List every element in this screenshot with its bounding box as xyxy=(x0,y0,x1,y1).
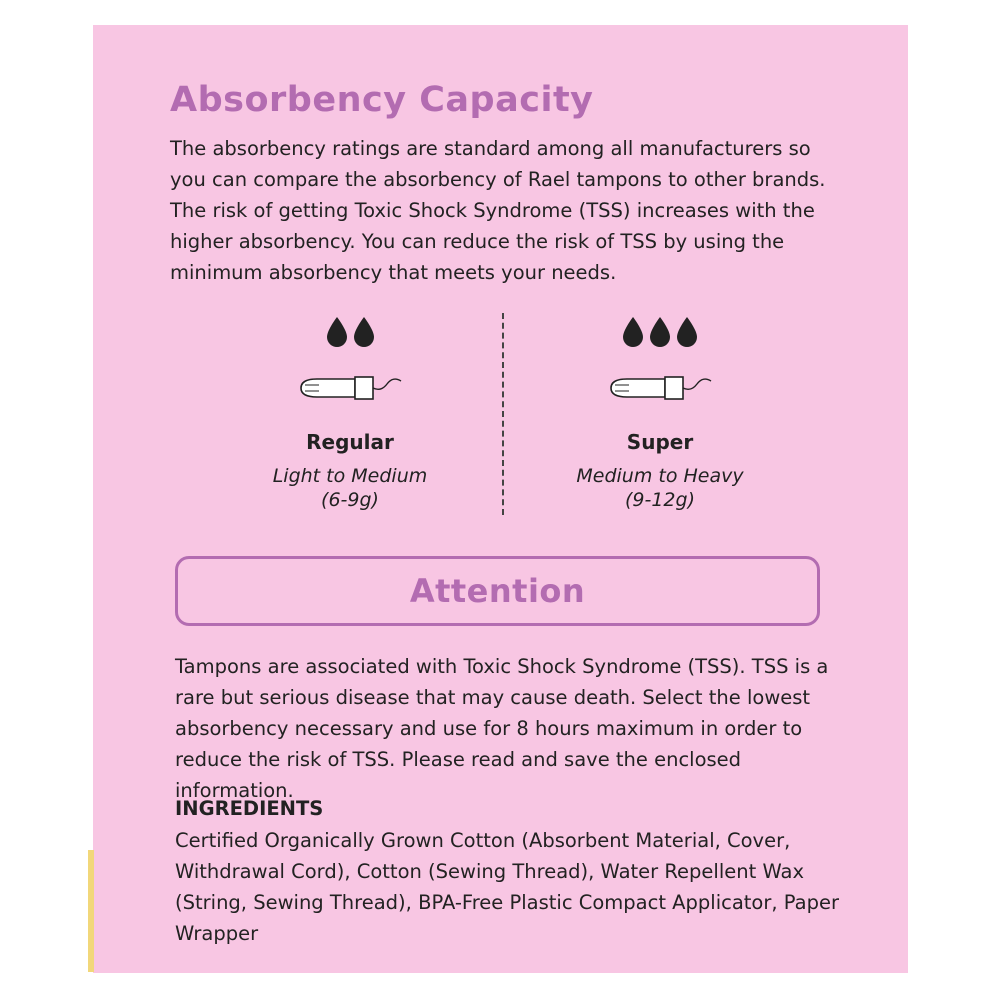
tampon-icon xyxy=(530,372,790,412)
drop-icon xyxy=(648,316,672,348)
absorbency-super xyxy=(530,310,790,512)
attention-paragraph: Tampons are associated with Toxic Shock Syndrome (TSS). TSS is a rare but serious disease that may cause death. Select the lowest absorbency necessary and use for 8 hours maximum in order to reduce the risk of TSS. Please read and save the enclosed information. xyxy=(175,655,829,802)
flow-description xyxy=(530,464,790,512)
drop-icon xyxy=(325,316,349,348)
flow-description xyxy=(220,464,480,512)
drop-rating xyxy=(220,310,480,352)
drop-icon xyxy=(621,316,645,348)
attention-banner xyxy=(175,556,820,626)
weight-range: (6-9g) xyxy=(321,489,379,511)
weight-range: (9-12g) xyxy=(624,489,695,511)
column-divider xyxy=(502,313,504,515)
ingredients-list: Certified Organically Grown Cotton (Absorbent Material, Cover, Withdrawal Cord), Cotton (Sewing Thread), Water Repellent Wax (String, Sewing Thread), BPA-Free Plastic Compact Applicator, Paper Wrapper xyxy=(175,829,839,945)
absorbency-level: Regular xyxy=(306,430,394,454)
drop-icon xyxy=(352,316,376,348)
intro-paragraph: The absorbency ratings are standard among all manufacturers so you can compare the absorbency of Rael tampons to other brands. The risk of getting Toxic Shock Syndrome (TSS) increases with the higher absorbency. You can reduce the risk of TSS by using the minimum absorbency that meets your needs. xyxy=(170,137,826,284)
drop-icon xyxy=(675,316,699,348)
flow-label: Medium to Heavy xyxy=(576,465,744,487)
package-edge xyxy=(88,850,94,972)
drop-rating xyxy=(530,310,790,352)
flow-label: Light to Medium xyxy=(272,465,428,487)
tampon-icon xyxy=(220,372,480,412)
ingredients-heading: INGREDIENTS xyxy=(175,797,324,820)
absorbency-regular xyxy=(220,310,480,512)
attention-title: Attention xyxy=(409,572,586,610)
absorbency-level: Super xyxy=(626,430,694,454)
page-title: Absorbency Capacity xyxy=(170,80,594,120)
